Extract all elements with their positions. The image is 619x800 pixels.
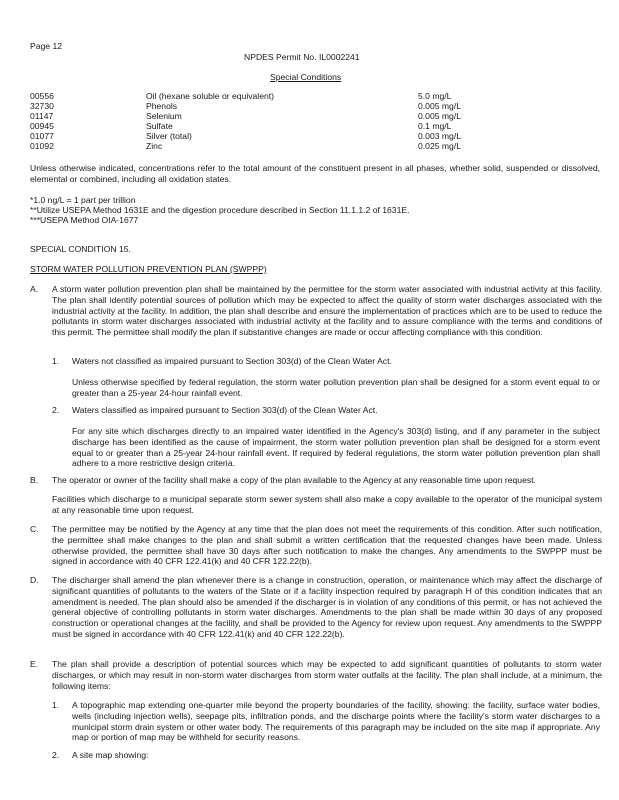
item-b-label: B.	[30, 475, 39, 485]
item-c-text: The permittee may be notified by the Agency at any time that the plan does not meet the requirements of this condition. After such notification, the permittee shall make changes to the plan and shall submit a written certification that the requested changes have been made. Unless otherwise provided, the permittee shall have 30 days after such notification to make the changes. Any amendments to the SWPPP must be signed in accordance with 40 CFR 122.41(k) and 40 CFR 122.22(b).	[52, 524, 602, 567]
storet-code: 01077	[30, 131, 54, 141]
item-b-text: The operator or owner of the facility shall make a copy of the plan available to the Agency at any reasonable time upon request.	[52, 475, 536, 485]
swppp-title: STORM WATER POLLUTION PREVENTION PLAN (SWPPP)	[30, 264, 267, 274]
item-c-label: C.	[30, 524, 39, 534]
item-a2-label: 2.	[52, 405, 60, 415]
item-a1-text: Unless otherwise specified by federal regulation, the storm water pollution prevention plan shall be designed for a storm event equal to or greater than a 25-year 24-hour rainfall event.	[72, 377, 600, 398]
footnote: *1.0 ng/L = 1 part per trillion	[30, 195, 136, 205]
item-a-text: A storm water pollution prevention plan shall be maintained by the permittee for the storm water associated with industrial activity at this facility. The plan shall identify potential sources of pollution which may be expected to affect the quality of storm water discharges associated with the industrial activity at the facility. In addition, the plan shall describe and ensure the implementation of practices which are to be used to reduce the pollutants in storm water discharges associated with industrial activity at the facility and to assure compliance with the terms and conditions of this permit. The permittee shall modify the plan if substantive changes are made or occur affecting compliance with this condition.	[52, 284, 602, 338]
concentration-note: Unless otherwise indicated, concentrations refer to the total amount of the constituent present in all phases, whether solid, suspended or dissolved, elemental or combined, including all oxidation states.	[30, 163, 600, 184]
special-condition-heading: SPECIAL CONDITION 15.	[30, 244, 131, 254]
item-e1-label: 1.	[52, 700, 60, 710]
storet-code: 01147	[30, 111, 54, 121]
storet-code: 00945	[30, 121, 54, 131]
storet-code: 01092	[30, 141, 54, 151]
item-d-text: The discharger shall amend the plan whenever there is a change in construction, operation, or maintenance which may affect the discharge of significant quantities of pollutants to the waters of the State or if a facility inspection required by paragraph H of this condition indicates that an amendment is needed. The plan should also be amended if the discharger is in violation of any conditions of this permit, or has not achieved the general objective of controlling pollutants in storm water discharges. Amendments to the plan shall be made within 30 days of any proposed construction or operational changes at the facility, and shall be provided to the Agency for review upon request. Any amendments to the SWPPP must be signed in accordance with 40 CFR 122.41(k) and 40 CFR 122.22(b).	[52, 575, 602, 639]
item-a2-title: Waters classified as impaired pursuant to Section 303(d) of the Clean Water Act.	[72, 405, 378, 415]
parameter-name: Silver (total)	[146, 131, 192, 141]
parameter-name: Selenium	[146, 111, 182, 121]
section-title: Special Conditions	[270, 72, 342, 82]
parameter-name: Zinc	[146, 141, 163, 151]
item-b-text2: Facilities which discharge to a municipal separate storm sewer system shall also make a copy available to the operator of the municipal system at any reasonable time upon request.	[52, 494, 602, 515]
parameter-limit: 0.005 mg/L	[418, 101, 461, 111]
storet-code: 32730	[30, 101, 54, 111]
item-d-label: D.	[30, 575, 39, 585]
item-a2-text: For any site which discharges directly to an impaired water identified in the Agency's 303(d) listing, and if any parameter in the subject discharge has been identified as the cause of impairment, the storm water pollution prevention plan shall be designed for a storm event equal to or greater than a 25-year 24-hour rainfall event. If required by federal regulations, the storm water pollution prevention plan shall adhere to a more restrictive design criteria.	[72, 426, 600, 469]
parameter-name: Sulfate	[146, 121, 173, 131]
item-e2-text: A site map showing:	[72, 750, 149, 760]
page-number: Page 12	[30, 41, 63, 51]
parameter-limit: 0.005 mg/L	[418, 111, 461, 121]
permit-number: NPDES Permit No. IL0002241	[244, 52, 360, 62]
parameter-name: Oil (hexane soluble or equivalent)	[146, 91, 275, 101]
storet-code: 00556	[30, 91, 54, 101]
item-a-label: A.	[30, 284, 39, 294]
item-e-label: E.	[30, 659, 39, 669]
parameter-limit: 0.025 mg/L	[418, 141, 461, 151]
item-a1-label: 1.	[52, 356, 60, 366]
item-e-text: The plan shall provide a description of potential sources which may be expected to add significant quantities of pollutants to storm water discharges, or which may result in non-storm water discharges from storm water outfalls at the facility. The plan shall include, at a minimum, the following items:	[52, 659, 602, 691]
parameter-limit: 5.0 mg/L	[418, 91, 452, 101]
item-e1-text: A topographic map extending one-quarter mile beyond the property boundaries of the facility, showing: the facility, surface water bodies, wells (including injection wells), seepage pits, infiltration ponds, and the discharge points where the facility's storm water discharges to a municipal storm drain system or other water body. The requirements of this paragraph may be included on the site map if appropriate. Any map or portion of map may be withheld for security reasons.	[72, 700, 600, 743]
parameter-name: Phenols	[146, 101, 178, 111]
footnote: **Utilize USEPA Method 1631E and the digestion procedure described in Section 11.1.1.2 of 1631E.	[30, 205, 410, 215]
item-a1-title: Waters not classified as impaired pursuant to Section 303(d) of the Clean Water Act.	[72, 356, 392, 366]
parameter-limit: 0.1 mg/L	[418, 121, 452, 131]
footnote: ***USEPA Method OIA-1677	[30, 215, 139, 225]
item-e2-label: 2.	[52, 750, 60, 760]
parameter-limit: 0.003 mg/L	[418, 131, 461, 141]
